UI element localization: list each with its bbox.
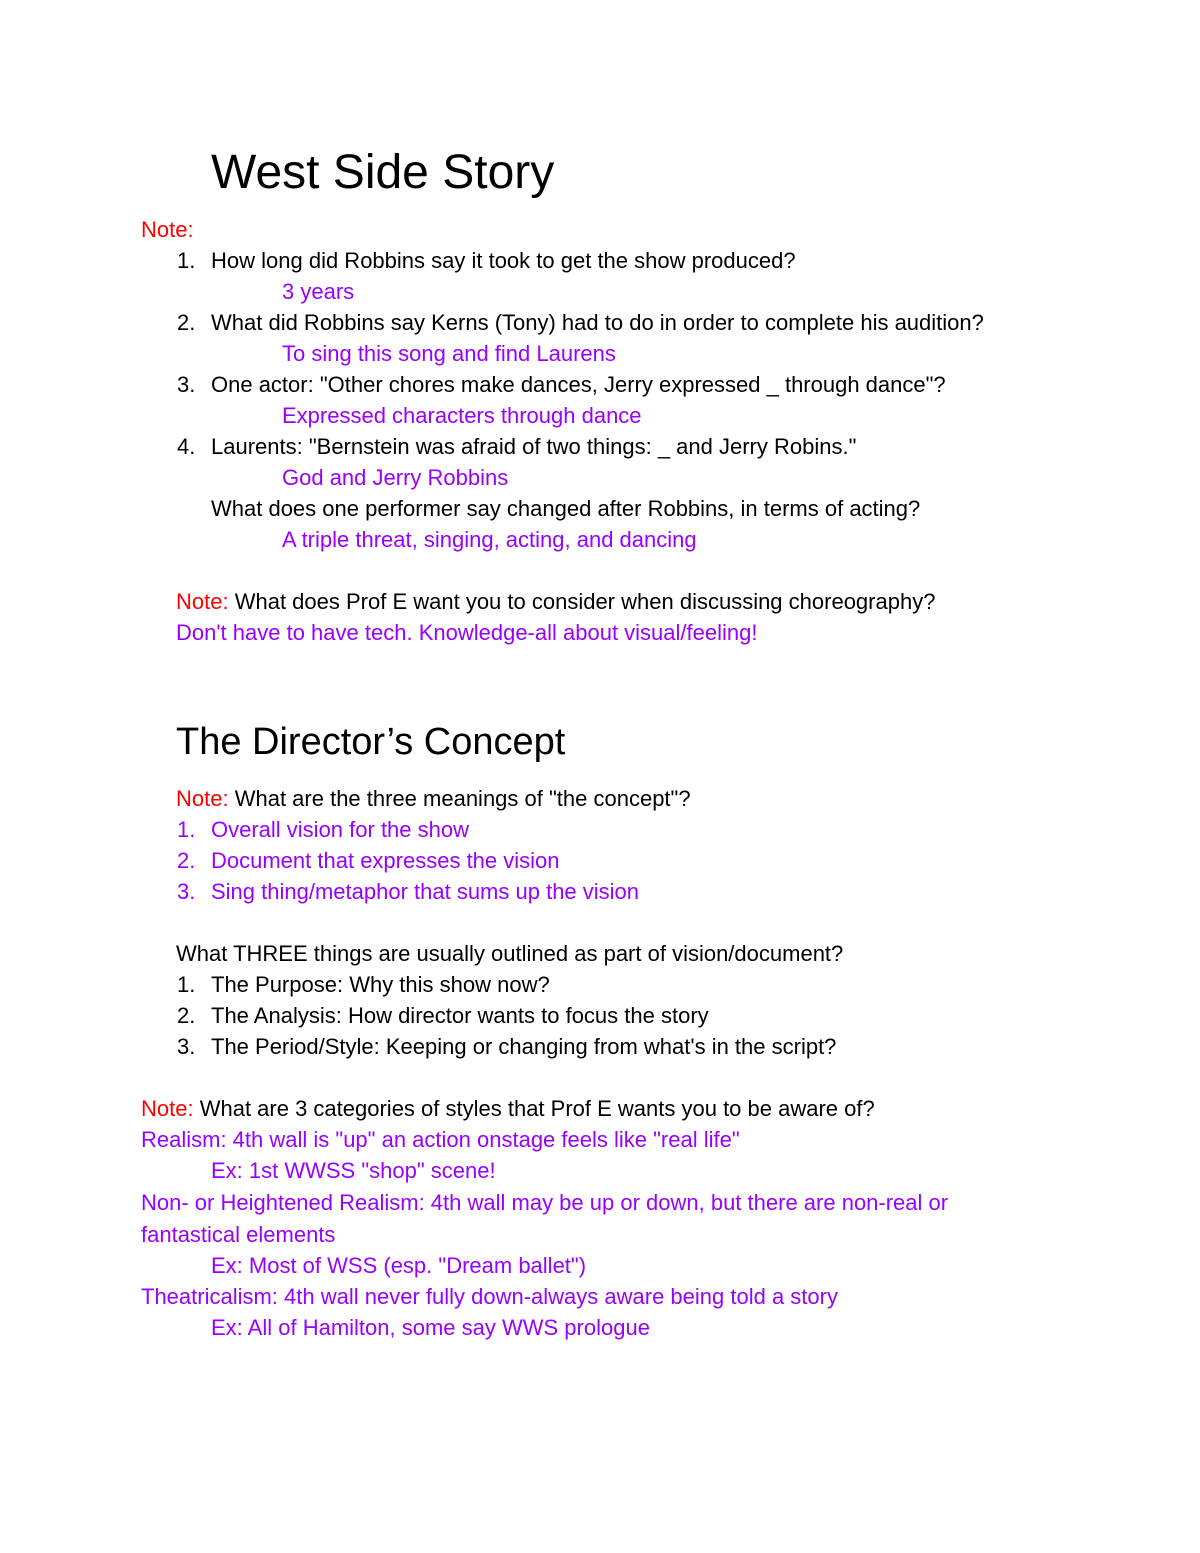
question-text: What THREE things are usually outlined as part of vision/document? bbox=[176, 941, 844, 966]
list-item: The Period/Style: Keeping or changing from what's in the script? bbox=[211, 1034, 837, 1059]
list-number: 2. bbox=[177, 310, 196, 335]
answer-text: To sing this song and find Laurens bbox=[282, 341, 616, 366]
list-number: 4. bbox=[177, 434, 196, 459]
list-number: 1. bbox=[177, 972, 196, 997]
question-text: One actor: "Other chores make dances, Jerry expressed _ through dance"? bbox=[211, 372, 946, 397]
note-question: What are the three meanings of "the concept"? bbox=[228, 786, 691, 811]
note-line bbox=[176, 786, 691, 812]
list-number: 3. bbox=[177, 1034, 196, 1059]
style-example: Ex: 1st WWSS "shop" scene! bbox=[211, 1158, 496, 1183]
answer-text: God and Jerry Robbins bbox=[282, 465, 509, 490]
list-number: 2. bbox=[177, 848, 196, 873]
style-definition-continued: fantastical elements bbox=[141, 1222, 336, 1247]
question-text: What does one performer say changed after Robbins, in terms of acting? bbox=[211, 496, 921, 521]
list-item: The Purpose: Why this show now? bbox=[211, 972, 550, 997]
list-number: 3. bbox=[177, 879, 196, 904]
answer-text: 3 years bbox=[282, 279, 355, 304]
answer-text: Expressed characters through dance bbox=[282, 403, 642, 428]
note-question: What are 3 categories of styles that Prof E wants you to be aware of? bbox=[193, 1096, 875, 1121]
list-number: 3. bbox=[177, 372, 196, 397]
list-number: 2. bbox=[177, 1003, 196, 1028]
question-text: What did Robbins say Kerns (Tony) had to do in order to complete his audition? bbox=[211, 310, 984, 335]
note-label: Note: bbox=[141, 1096, 194, 1121]
note-label: Note: bbox=[176, 786, 229, 811]
list-item: Document that expresses the vision bbox=[211, 848, 560, 873]
list-number: 1. bbox=[177, 817, 196, 842]
style-definition: Realism: 4th wall is "up" an action onstage feels like "real life" bbox=[141, 1127, 740, 1152]
note-label: Note: bbox=[141, 217, 194, 242]
list-item: The Analysis: How director wants to focus the story bbox=[211, 1003, 709, 1028]
style-definition: Non- or Heightened Realism: 4th wall may be up or down, but there are non-real or bbox=[141, 1190, 949, 1215]
answer-text: Don't have to have tech. Knowledge-all about visual/feeling! bbox=[176, 620, 758, 645]
style-example: Ex: Most of WSS (esp. "Dream ballet") bbox=[211, 1253, 587, 1278]
page-title: West Side Story bbox=[211, 146, 555, 199]
style-example: Ex: All of Hamilton, some say WWS prologue bbox=[211, 1315, 650, 1340]
note-label: Note: bbox=[176, 589, 229, 614]
question-text: How long did Robbins say it took to get the show produced? bbox=[211, 248, 796, 273]
note-line bbox=[141, 1096, 875, 1122]
section-title: The Director’s Concept bbox=[176, 721, 566, 763]
style-definition: Theatricalism: 4th wall never fully down-always aware being told a story bbox=[141, 1284, 838, 1309]
list-number: 1. bbox=[177, 248, 196, 273]
list-item: Sing thing/metaphor that sums up the vision bbox=[211, 879, 640, 904]
answer-text: A triple threat, singing, acting, and dancing bbox=[282, 527, 697, 552]
list-item: Overall vision for the show bbox=[211, 817, 469, 842]
note-question: What does Prof E want you to consider when discussing choreography? bbox=[228, 589, 936, 614]
question-text: Laurents: "Bernstein was afraid of two things: _ and Jerry Robins." bbox=[211, 434, 857, 459]
note-line bbox=[176, 589, 935, 615]
